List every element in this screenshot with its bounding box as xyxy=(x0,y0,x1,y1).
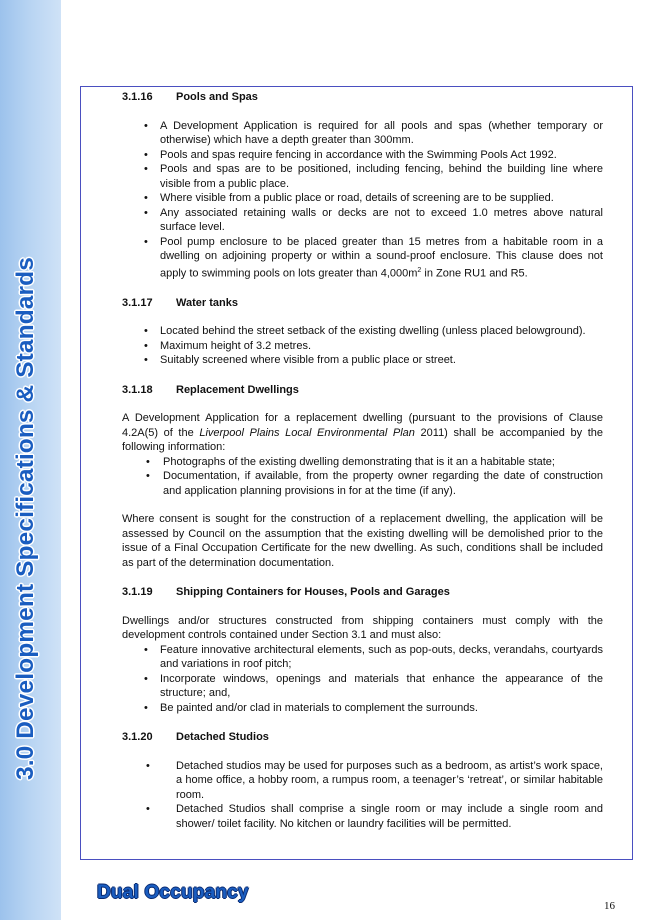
section-heading-3-1-16 xyxy=(122,90,603,105)
section-title: Replacement Dwellings xyxy=(176,383,299,396)
list-item: • Detached studios may be used for purposes such as a bedroom, as artist’s work space, a home office, a hobby room, a rumpus room, a teenager’s ‘retreat’, or similar habitable room. xyxy=(146,759,603,801)
paragraph: A Development Application for a replacement dwelling (pursuant to the provisions of Clause 4.2A(5) of the Liverpool Plains Local Environmental Plan 2011) shall be accompanied by the following information: xyxy=(122,412,604,454)
section-number: 3.1.19 xyxy=(122,586,153,599)
paragraph: Dwellings and/or structures constructed from shipping containers must comply with the development controls contained under Section 3.1 and must also: xyxy=(122,614,603,642)
paragraph: Where consent is sought for the construction of a replacement dwelling, the application will be assessed by Council on the assumption that the existing dwelling will be demolished prior to the issue of a Final Occupation Certificate for the new dwelling. As such, conditions shall be included as part of the determination documentation. xyxy=(122,513,603,569)
list-item: • Photographs of the existing dwelling demonstrating that is it an a habitable state; xyxy=(146,455,555,468)
section-title: Detached Studios xyxy=(176,731,269,744)
footer-title: Dual Occupancy xyxy=(97,882,249,903)
list-item: • Any associated retaining walls or decks are not to exceed 1.0 metres above natural surface level. xyxy=(144,206,603,233)
section-number: 3.1.20 xyxy=(122,731,153,744)
list-item: • Detached Studios shall comprise a single room or may include a single room and shower/ toilet facility. No kitchen or laundry facilities will be permitted. xyxy=(146,803,603,830)
section-heading-3-1-19 xyxy=(122,585,603,600)
list-item: • Where visible from a public place or road, details of screening are to be supplied. xyxy=(144,192,554,204)
section-heading-3-1-20 xyxy=(122,730,603,745)
bullet-list-replacement xyxy=(122,455,603,499)
document-body xyxy=(122,90,603,831)
list-item: • Suitably screened where visible from a public place or street. xyxy=(144,354,456,367)
bullet-list-studios xyxy=(122,759,603,832)
section-title: Pools and Spas xyxy=(176,91,258,103)
bullet-list-shipping xyxy=(122,643,603,716)
section-number: 3.1.16 xyxy=(122,91,153,103)
list-item: • A Development Application is required for all pools and spas (whether temporary or otherwise) which have a depth greater than 300mm. xyxy=(144,119,603,146)
section-title: Water tanks xyxy=(176,296,238,309)
list-item: • Feature innovative architectural elements, such as pop-outs, decks, verandahs, courtyards and variations in roof pitch; xyxy=(144,643,603,671)
list-item: • Maximum height of 3.2 metres. xyxy=(144,339,312,352)
section-number: 3.1.18 xyxy=(122,383,153,396)
section-title: Shipping Containers for Houses, Pools and Garages xyxy=(176,586,450,599)
list-item: • Pools and spas require fencing in accordance with the Swimming Pools Act 1992. xyxy=(144,148,557,161)
list-item: • Pools and spas are to be positioned, including fencing, behind the building line where visible from a public place. xyxy=(144,163,603,190)
section-heading-3-1-17 xyxy=(122,296,603,311)
page-number: 16 xyxy=(604,900,615,912)
bullet-list-pools xyxy=(122,119,603,281)
sidebar-title: 3.0 Development Specifications & Standards xyxy=(12,257,39,780)
list-item: • Pool pump enclosure to be placed greater than 15 metres from a habitable room in a dwelling on adjoining property or within a sound-proof enclosure. This clause does not apply to swimming pools on lots greater than $4,000m^2$ in Zone RU1 and R5. xyxy=(144,235,603,280)
list-item: • Be painted and/or clad in materials to complement the surrounds. xyxy=(144,701,478,714)
list-item: • Located behind the street setback of the existing dwelling (unless placed belowground). xyxy=(144,325,586,338)
bullet-list-water-tanks xyxy=(122,324,603,368)
section-number: 3.1.17 xyxy=(122,296,153,309)
list-item: • Documentation, if available, from the property owner regarding the date of construction and application planning provisions in for at the time (if any). xyxy=(146,470,603,497)
section-heading-3-1-18 xyxy=(122,383,603,398)
sidebar-band xyxy=(0,0,61,920)
list-item: • Incorporate windows, openings and materials that enhance the appearance of the structure; and, xyxy=(144,672,603,700)
